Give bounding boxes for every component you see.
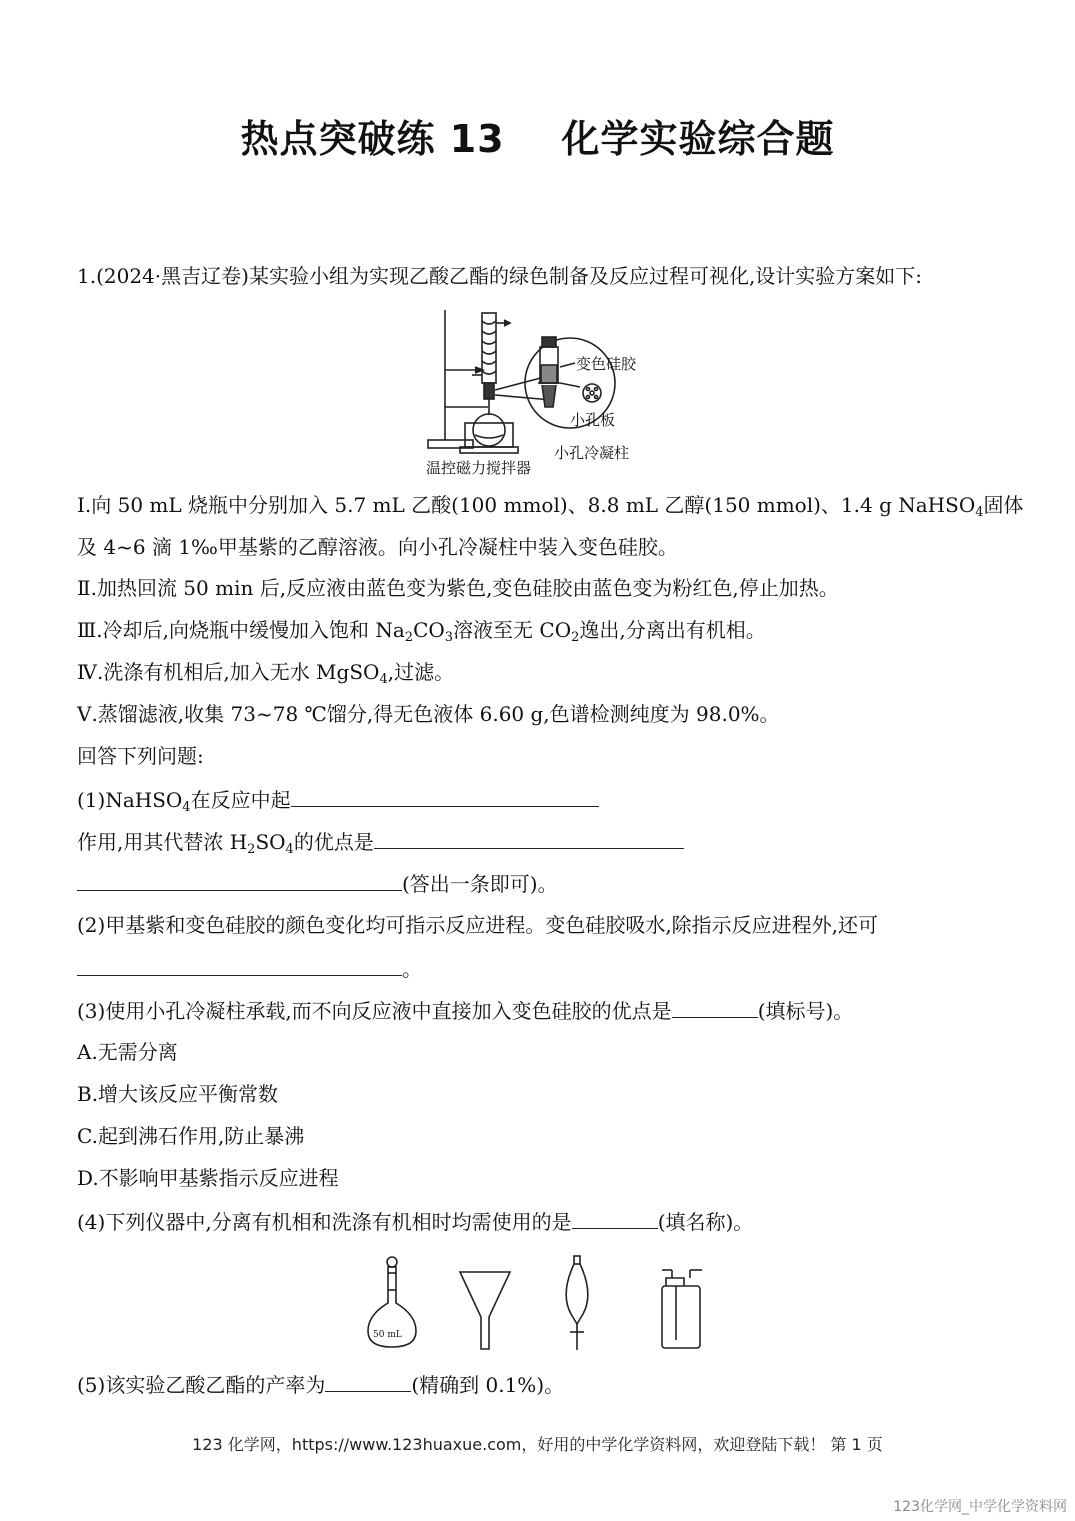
instruments-figure — [360, 1252, 720, 1357]
silica-gel-label: 变色硅胶 — [576, 355, 637, 373]
column-label: 小孔冷凝柱 — [554, 444, 630, 462]
separatory-funnel — [566, 1256, 588, 1350]
page-title: 热点突破练 13 化学实验综合题 — [240, 117, 835, 161]
part-3: (3)使用小孔冷凝柱承载,而不向反应液中直接加入变色硅胶的优点是 (填标号)。 — [77, 999, 854, 1023]
option-d: D.不影响甲基紫指示反应进程 — [77, 1166, 339, 1190]
option-a: A.无需分离 — [77, 1040, 178, 1064]
part-1: (1)NaHSO$_4$在反应中起 — [77, 786, 599, 813]
flask-volume-label: 50 mL — [373, 1330, 402, 1340]
answer-blank[interactable] — [291, 786, 599, 807]
step-2: Ⅱ.加热回流 50 min 后,反应液由蓝色变为紫色,变色硅胶由蓝色变为粉红色,停止加热。 — [77, 576, 839, 600]
answer-blank[interactable] — [77, 870, 402, 891]
page-footer: 123 化学网，https://www.123huaxue.com，好用的中学化学资料网，欢迎登陆下载！ 第 1 页 — [192, 1435, 883, 1454]
part-1-end: (答出一条即可)。 — [77, 870, 558, 897]
answer-prompt: 回答下列问题: — [77, 744, 204, 768]
step-1-cont: 及 4~6 滴 1‰甲基紫的乙醇溶液。向小孔冷凝柱中装入变色硅胶。 — [77, 535, 678, 559]
watermark: 123化学网_中学化学资料网 — [893, 1499, 1067, 1515]
apparatus-figure — [420, 305, 660, 480]
question-intro: 1.(2024·黑吉辽卷)某实验小组为实现乙酸乙酯的绿色制备及反应过程可视化,设计实验方案如下: — [77, 264, 923, 288]
stirrer-label: 温控磁力搅拌器 — [426, 459, 532, 477]
option-b: B.增大该反应平衡常数 — [77, 1082, 279, 1106]
funnel — [460, 1272, 510, 1349]
answer-blank[interactable] — [572, 1208, 658, 1229]
answer-blank[interactable] — [672, 997, 758, 1018]
step-3: Ⅲ.冷却后,向烧瓶中缓慢加入饱和 $Na_2CO_3$溶液至无 $CO_2$逸出,分离出有机相。 — [77, 618, 766, 645]
gas-washing-bottle — [662, 1270, 702, 1348]
part-1-cont: 作用,用其代替浓 $H_2SO_4$的优点是 — [77, 828, 684, 855]
step-4: Ⅳ.洗涤有机相后,加入无水 MgSO$_4$,过滤。 — [77, 660, 455, 687]
step-5: Ⅴ.蒸馏滤液,收集 73~78 ℃馏分,得无色液体 6.60 g,色谱检测纯度为 98.0%。 — [77, 702, 780, 726]
part-4: (4)下列仪器中,分离有机相和洗涤有机相时均需使用的是 (填名称)。 — [77, 1210, 754, 1234]
part-2-end: 。 — [77, 955, 422, 982]
part-5: (5)该实验乙酸乙酯的产率为 (精确到 0.1%)。 — [77, 1373, 565, 1397]
answer-blank[interactable] — [325, 1371, 411, 1392]
part-2: (2)甲基紫和变色硅胶的颜色变化均可指示反应进程。变色硅胶吸水,除指示反应进程外,还可 — [77, 913, 879, 937]
answer-blank[interactable] — [374, 828, 684, 849]
answer-blank[interactable] — [77, 955, 402, 976]
step-1: Ⅰ.向 50 mL 烧瓶中分别加入 5.7 mL 乙酸(100 mmol)、8.8 mL 乙醇(150 mmol)、1.4 g NaHSO$_4$固体 — [77, 493, 1024, 520]
option-c: C.起到沸石作用,防止暴沸 — [77, 1124, 305, 1148]
plate-label: 小孔板 — [570, 411, 616, 429]
